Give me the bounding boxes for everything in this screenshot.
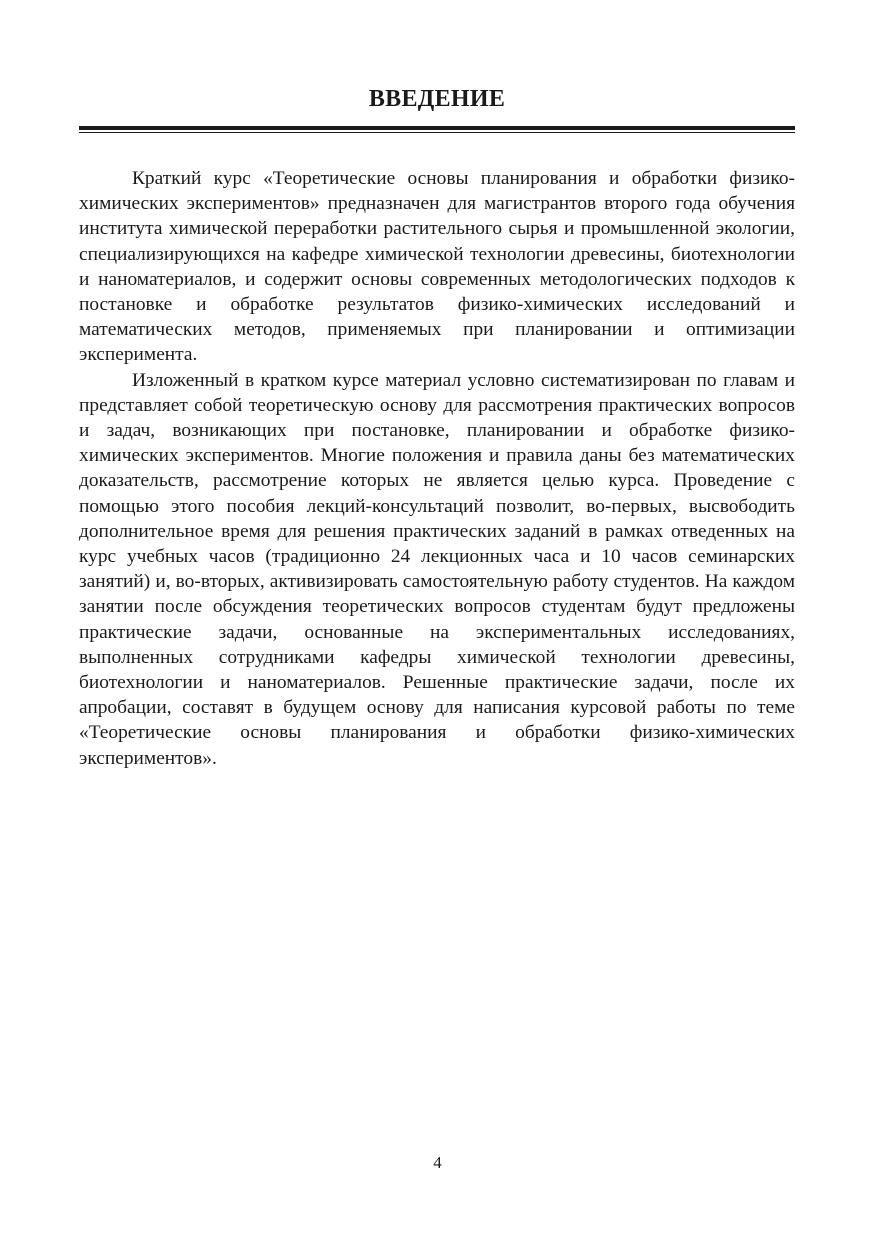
title-rule-thick (79, 126, 795, 130)
page-title: ВВЕДЕНИЕ (368, 86, 506, 112)
title-rule-thin (79, 132, 795, 133)
body-text (79, 166, 795, 771)
paragraph-2: Изложенный в кратком курсе материал условно систематизирован по главам и представляет собой теоретическую основу для рассмотрения практических вопросов и задач, возникающих при постановке, планировании и обработке физико-химических экспериментов. Многие положения и правила даны без математических доказательств, рассмотрение которых не является целью курса. Проведение с помощью этого пособия лекций-консультаций позволит, во-первых, высвободить дополнительное время для решения практических заданий в рамках отведенных на курс учебных часов (традиционно 24 лекционных часа и 10 часов семинарских занятий) и, во-вторых, активизировать самостоятельную работу студентов. На каждом занятии после обсуждения теоретических вопросов студентам будут предложены практические задачи, основанные на экспериментальных исследованиях, выполненных сотрудниками кафедры химической технологии древесины, биотехнологии и наноматериалов. Решенные практические задачи, после их апробации, составят в будущем основу для написания курсовой работы по теме «Теоретические основы планирования и обработки физико-химических экспериментов». (79, 369, 795, 769)
page-number: 4 (433, 1153, 442, 1172)
paragraph-1: Краткий курс «Теоретические основы планирования и обработки физико-химических экспериментов» предназначен для магистрантов второго года обучения института химической переработки растительного сырья и промышленной экологии, специализирующихся на кафедре химической технологии древесины, биотехнологии и наноматериалов, и содержит основы современных методологических подходов к постановке и обработке результатов физико-химических исследований и математических методов, применяемых при планировании и оптимизации эксперимента. (79, 168, 795, 366)
